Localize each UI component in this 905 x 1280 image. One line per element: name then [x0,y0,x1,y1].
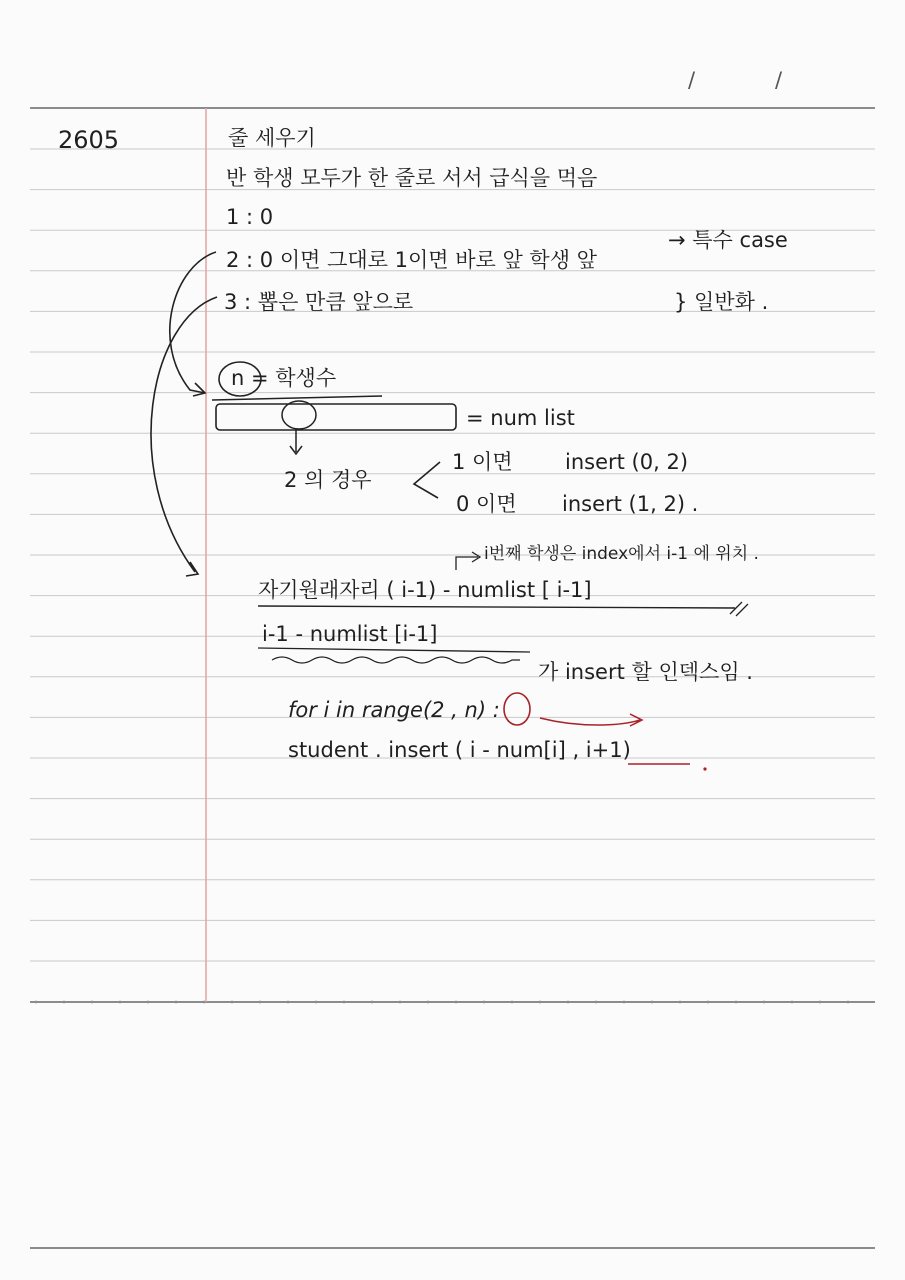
case-if-one: 1 이면 [452,450,513,474]
rule-dot [35,1001,38,1004]
formula-underline [258,606,735,608]
case-if-one-code: insert (0, 2) [565,450,689,474]
rule-dot [147,1001,150,1004]
rule-dot [791,1001,794,1004]
rule-dot [343,1001,346,1004]
note-title: 줄 세우기 [228,126,316,150]
wavy-underline [272,657,520,663]
rule-dot [567,1001,570,1004]
element-circle [282,401,316,429]
double-slash [730,602,748,616]
general-arrow [151,297,217,576]
rule-dot [315,1001,318,1004]
simplified-underline [258,648,530,652]
rule-dot [623,1001,626,1004]
case-bracket [414,462,440,498]
start-index-circle [504,693,530,725]
rule-dot [259,1001,262,1004]
rule-dot [763,1001,766,1004]
rule-dot [231,1001,234,1004]
rule-3-note: } 일반화 . [674,290,769,314]
formula: 자기원래자리 ( i-1) - numlist [ i-1] [258,578,592,602]
rule-3: 3 : 뽑은 만큼 앞으로 [224,290,414,314]
rule-dot [511,1001,514,1004]
index-note: i번째 학생은 index에서 i-1 에 위치 . [484,544,759,564]
rule-dot [399,1001,402,1004]
rule-dot [119,1001,122,1004]
formula-simplified: i-1 - numlist [i-1] [262,622,438,646]
rule-dot [455,1001,458,1004]
rule-dot [483,1001,486,1004]
rule-dot [427,1001,430,1004]
rule-2-note: → 특수 case [668,228,788,252]
problem-number: 2605 [58,126,120,154]
numlist-box [216,404,456,430]
rule-dot [707,1001,710,1004]
n-definition: n = 학생수 [231,366,337,390]
rule-dot [735,1001,738,1004]
rule-dot [63,1001,66,1004]
rule-dot [595,1001,598,1004]
rule-dot [539,1001,542,1004]
rule-dot [371,1001,374,1004]
rule-dot [287,1001,290,1004]
code-line-2: student . insert ( i - num[i] , i+1) [288,738,631,762]
numlist-label: = num list [466,406,575,430]
rule-dot [175,1001,178,1004]
formula-note: 가 insert 할 인덱스임 . [538,660,753,684]
rule-dot [847,1001,850,1004]
rule-2: 2 : 0 이면 그대로 1이면 바로 앞 학생 앞 [226,248,597,272]
rule-dot [91,1001,94,1004]
case-arrow [170,252,216,396]
red-dot [703,767,706,770]
case-two-label: 2 의 경우 [284,468,372,492]
rule-dot [679,1001,682,1004]
date-slash-2: / [775,68,783,92]
case-if-zero-code: insert (1, 2) . [562,492,699,516]
date-slash-1: / [688,68,696,92]
case-if-zero: 0 이면 [456,492,517,516]
rule-1: 1 : 0 [226,205,274,229]
problem-description: 반 학생 모두가 한 줄로 서서 급식을 먹음 [226,166,598,190]
code-line-1: for i in range(2 , n) : [288,698,500,722]
rule-dot [651,1001,654,1004]
red-arrow [540,714,642,726]
rule-dot [819,1001,822,1004]
rule-dot [203,1001,206,1004]
